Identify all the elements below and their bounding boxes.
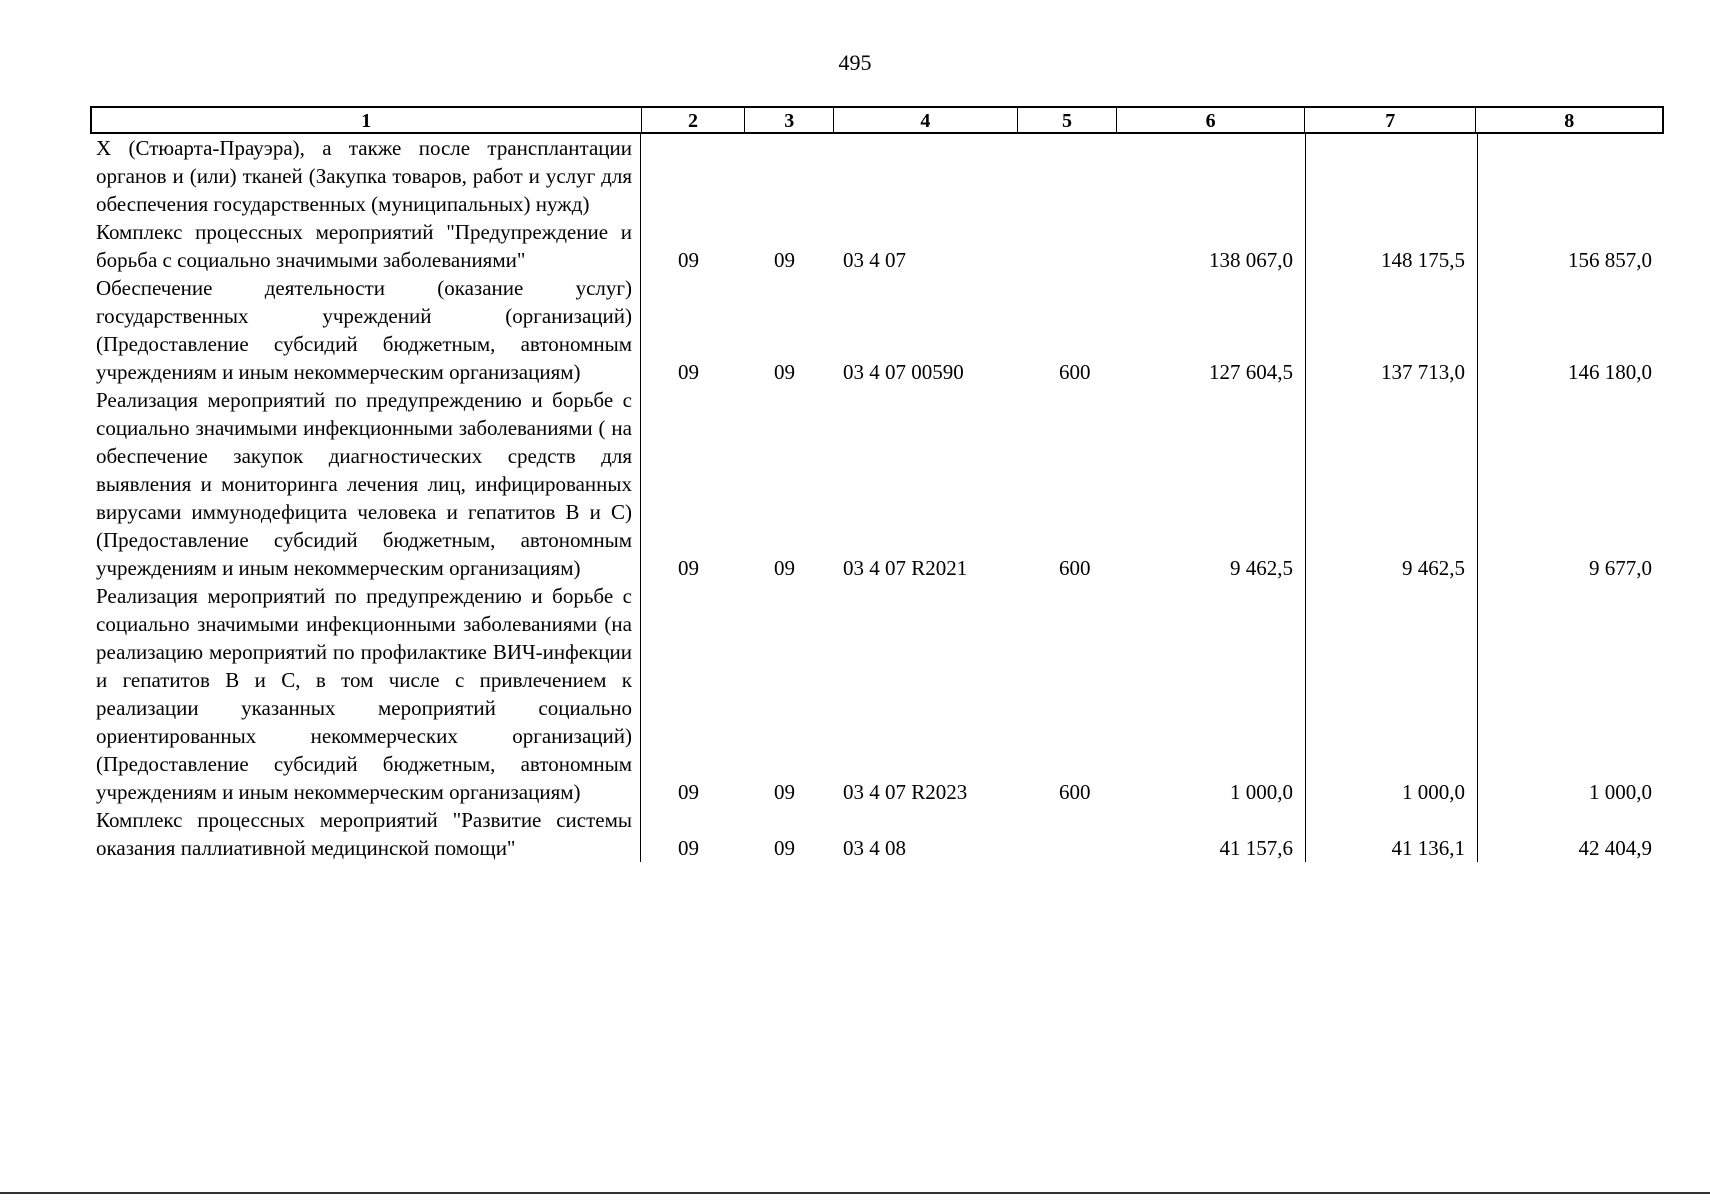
cell-col-8: 9 677,0 — [1589, 556, 1652, 580]
header-col-8: 8 — [1475, 108, 1662, 132]
cell-col-7: 1 000,0 — [1402, 780, 1465, 804]
budget-table — [90, 106, 1664, 862]
table-row — [90, 134, 1664, 218]
cell-col-6: 138 067,0 — [1209, 248, 1293, 272]
header-col-7: 7 — [1304, 108, 1476, 132]
scan-edge-line — [0, 1192, 1710, 1194]
cell-col-7: 41 136,1 — [1391, 836, 1465, 860]
table-row — [90, 386, 1664, 582]
cell-col-3: 09 — [774, 360, 795, 384]
header-col-3: 3 — [744, 108, 833, 132]
cell-col-2: 09 — [678, 248, 699, 272]
row-description: Реализация мероприятий по предупреждению и борьбе с социально значимыми инфекционными заболеваниями ( на обеспечение закупок диагностических средств для выявления и мониторинга лечения лиц, инфицированных вирусами иммунодефицита человека и гепатитов В и С) (Предоставление субсидий бюджетным, автономным учреждениям и иным некоммерческим организациям) — [96, 388, 632, 580]
cell-col-8: 42 404,9 — [1578, 836, 1652, 860]
cell-col-2: 09 — [678, 836, 699, 860]
cell-col-8: 1 000,0 — [1589, 780, 1652, 804]
header-col-1: 1 — [361, 110, 372, 132]
table-row — [90, 582, 1664, 806]
cell-col-7: 9 462,5 — [1402, 556, 1465, 580]
page-number: 495 — [838, 50, 872, 75]
header-col-4: 4 — [833, 108, 1017, 132]
cell-col-4: 03 4 07 00590 — [843, 360, 964, 384]
cell-col-8: 146 180,0 — [1568, 360, 1652, 384]
cell-col-4: 03 4 07 R2021 — [843, 556, 968, 580]
cell-col-5: 600 — [1059, 780, 1091, 804]
cell-col-3: 09 — [774, 780, 795, 804]
cell-col-4: 03 4 08 — [843, 836, 906, 860]
cell-col-8: 156 857,0 — [1568, 248, 1652, 272]
column-divider — [1477, 134, 1478, 862]
row-description: Обеспечение деятельности (оказание услуг) государственных учреждений (организаций) (Предоставление субсидий бюджетным, автономным учреждениям и иным некоммерческим организациям) — [96, 276, 632, 384]
cell-col-6: 9 462,5 — [1230, 556, 1293, 580]
table-row — [90, 274, 1664, 386]
header-col-2: 2 — [641, 108, 745, 132]
cell-col-3: 09 — [774, 556, 795, 580]
cell-col-3: 09 — [774, 836, 795, 860]
row-description: X (Стюарта-Прауэра), а также после трансплантации органов и (или) тканей (Закупка товаров, работ и услуг для обеспечения государственных (муниципальных) нужд) — [96, 136, 632, 216]
cell-col-6: 127 604,5 — [1209, 360, 1293, 384]
cell-col-3: 09 — [774, 248, 795, 272]
table-row — [90, 806, 1664, 862]
cell-col-4: 03 4 07 R2023 — [843, 780, 968, 804]
column-divider — [1305, 134, 1306, 862]
cell-col-6: 1 000,0 — [1230, 780, 1293, 804]
table-header — [90, 106, 1664, 134]
table-body — [90, 134, 1664, 862]
cell-col-2: 09 — [678, 556, 699, 580]
cell-col-4: 03 4 07 — [843, 248, 906, 272]
row-description: Комплекс процессных мероприятий "Развитие системы оказания паллиативной медицинской помощи" — [96, 808, 632, 860]
header-col-5: 5 — [1017, 108, 1117, 132]
cell-col-5: 600 — [1059, 360, 1091, 384]
cell-col-2: 09 — [678, 360, 699, 384]
column-divider — [640, 134, 641, 862]
cell-col-7: 137 713,0 — [1381, 360, 1465, 384]
cell-col-6: 41 157,6 — [1219, 836, 1293, 860]
row-description: Реализация мероприятий по предупреждению и борьбе с социально значимыми инфекционными заболеваниями (на реализацию мероприятий по профилактике ВИЧ-инфекции и гепатитов В и С, в том числе с привлечением к реализации указанных мероприятий социально ориентированных некоммерческих организаций) (Предоставление субсидий бюджетным, автономным учреждениям и иным некоммерческим организациям) — [96, 584, 632, 804]
cell-col-2: 09 — [678, 780, 699, 804]
cell-col-7: 148 175,5 — [1381, 248, 1465, 272]
cell-col-5: 600 — [1059, 556, 1091, 580]
row-description: Комплекс процессных мероприятий "Предупреждение и борьба с социально значимыми заболеваниями" — [96, 220, 632, 272]
table-row — [90, 218, 1664, 274]
header-col-6: 6 — [1116, 108, 1304, 132]
